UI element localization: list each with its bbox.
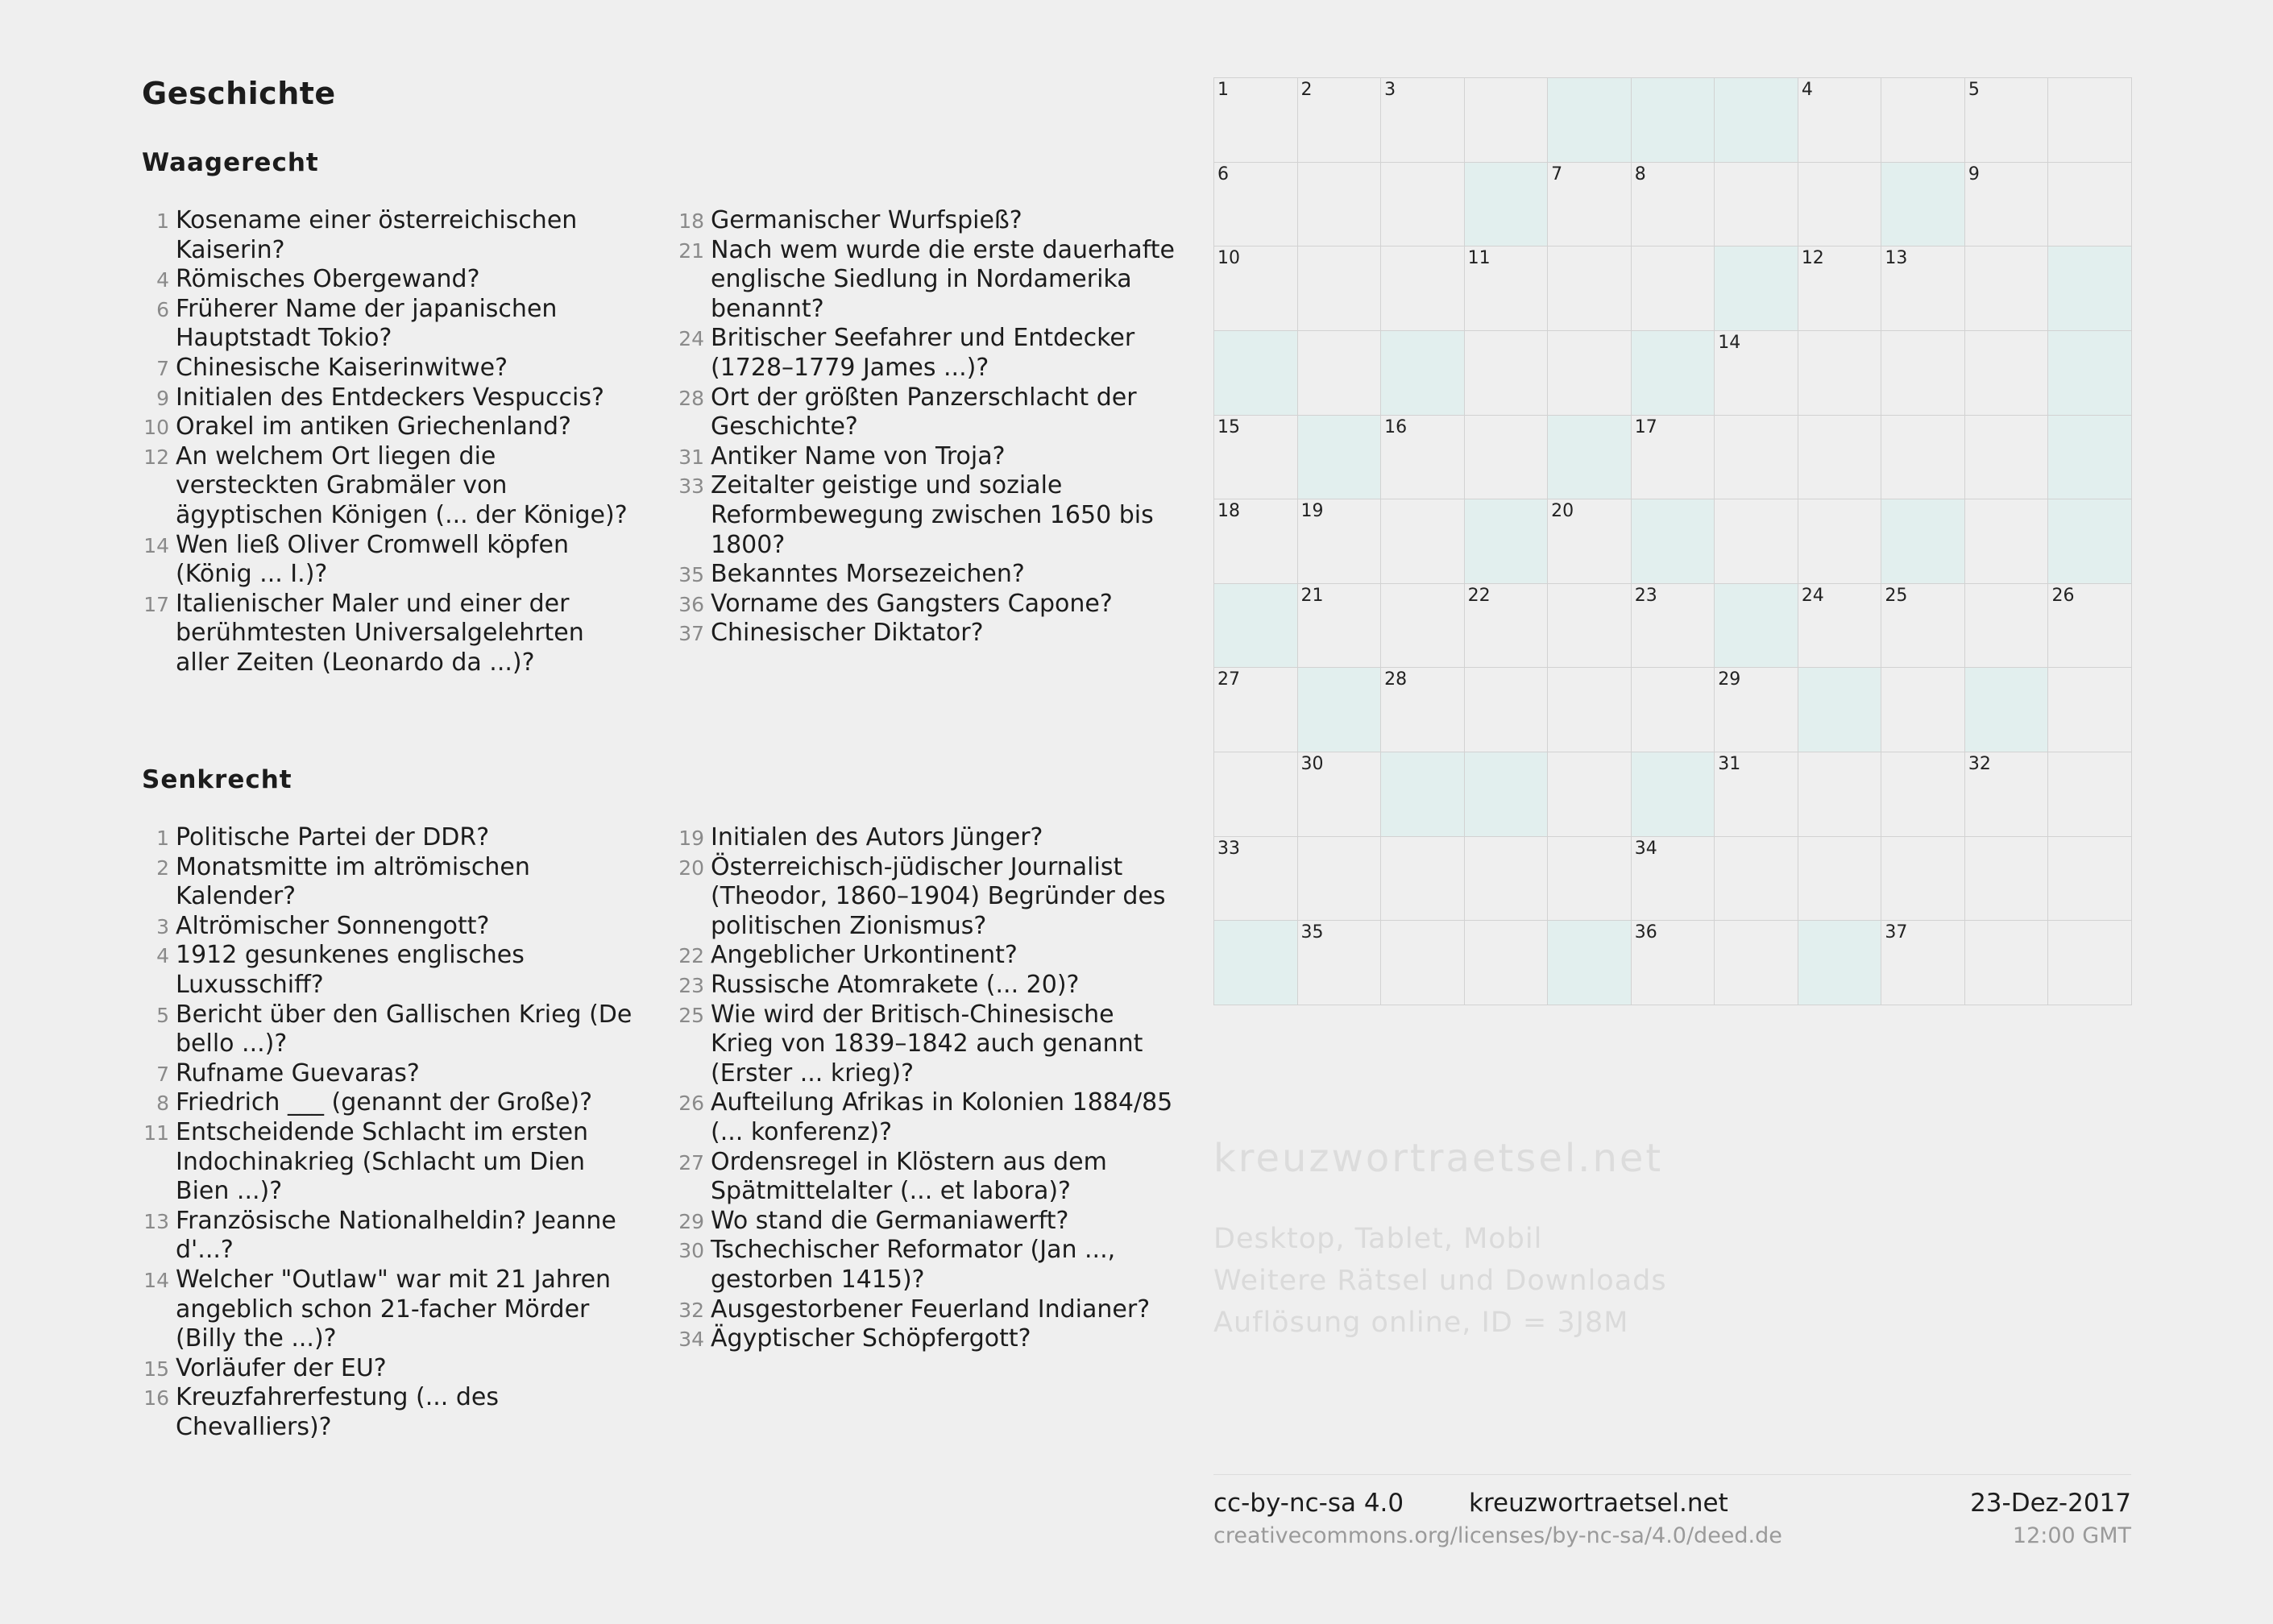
cell-number: 4 xyxy=(1801,80,1813,100)
clue-number: 31 xyxy=(678,445,704,469)
date-label: 23-Dez-2017 xyxy=(1970,1489,2131,1518)
clue-item xyxy=(677,853,1176,942)
grid-cell[interactable] xyxy=(1465,246,1549,331)
grid-cell[interactable] xyxy=(1965,416,2049,500)
cell-number: 29 xyxy=(1718,669,1741,690)
grid-cell[interactable] xyxy=(1965,163,2049,247)
cell-number: 15 xyxy=(1217,416,1240,437)
clue-text: Kosename einer österreichischen Kaiserin? xyxy=(176,206,578,264)
clue-item xyxy=(677,1088,1176,1147)
grid-cell[interactable] xyxy=(1214,499,1298,584)
grid-cell[interactable] xyxy=(1298,499,1382,584)
clue-item xyxy=(677,1324,1176,1354)
across-heading: Waagerecht xyxy=(142,148,319,177)
clue-number: 9 xyxy=(156,386,169,410)
clue-item xyxy=(677,560,1176,590)
grid-cell[interactable] xyxy=(1465,837,1549,922)
cell-number: 11 xyxy=(1467,248,1491,269)
clue-item xyxy=(142,531,641,590)
clue-text: Politische Partei der DDR? xyxy=(176,823,490,851)
grid-cell[interactable] xyxy=(2048,837,2132,922)
grid-cell[interactable] xyxy=(1381,668,1465,752)
clue-item xyxy=(142,1088,641,1118)
clue-text: Friedrich ___ (genannt der Große)? xyxy=(176,1088,593,1117)
grid-cell[interactable] xyxy=(1381,163,1465,247)
clue-number: 36 xyxy=(678,592,704,616)
clue-text: Nach wem wurde die erste dauerhafte englische Siedlung in Nordamerika benannt? xyxy=(711,235,1175,323)
clue-item xyxy=(677,590,1176,619)
grid-cell[interactable] xyxy=(1965,921,2049,1005)
cell-number: 6 xyxy=(1217,164,1229,184)
grid-cell[interactable] xyxy=(1465,78,1549,163)
clue-item xyxy=(677,442,1176,472)
grid-cell[interactable] xyxy=(1965,499,2049,584)
clue-number: 4 xyxy=(156,268,169,292)
clue-text: Zeitalter geistige und soziale Reformbewegung zwischen 1650 bis 1800? xyxy=(711,471,1154,559)
grid-cell[interactable] xyxy=(1214,416,1298,500)
grid-cell[interactable] xyxy=(1881,837,1965,922)
time-label: 12:00 GMT xyxy=(2012,1523,2131,1548)
grid-cell[interactable] xyxy=(1548,837,1632,922)
clue-item xyxy=(142,941,641,1000)
grid-block-cell xyxy=(1632,78,1715,163)
clue-number: 21 xyxy=(678,238,704,263)
grid-block-cell xyxy=(1465,499,1549,584)
grid-cell[interactable] xyxy=(1298,163,1382,247)
clue-number: 13 xyxy=(143,1209,169,1233)
clue-item xyxy=(677,823,1176,853)
grid-cell[interactable] xyxy=(1881,246,1965,331)
grid-cell[interactable] xyxy=(1715,499,1798,584)
grid-block-cell xyxy=(1798,921,1882,1005)
grid-cell[interactable] xyxy=(1214,752,1298,837)
grid-block-cell xyxy=(1465,752,1549,837)
grid-cell[interactable] xyxy=(1881,752,1965,837)
cell-number: 21 xyxy=(1300,585,1324,606)
clue-item xyxy=(677,1148,1176,1207)
clue-text: Wo stand die Germaniawerft? xyxy=(711,1206,1069,1235)
clue-item xyxy=(142,295,641,354)
grid-block-cell xyxy=(1881,163,1965,247)
grid-block-cell xyxy=(1798,668,1882,752)
grid-cell[interactable] xyxy=(1715,331,1798,416)
grid-cell[interactable] xyxy=(2048,584,2132,669)
clue-text: Angeblicher Urkontinent? xyxy=(711,941,1018,970)
grid-cell[interactable] xyxy=(1381,78,1465,163)
cell-number: 25 xyxy=(1885,585,1908,606)
grid-cell[interactable] xyxy=(1214,163,1298,247)
cell-number: 8 xyxy=(1634,164,1646,184)
grid-cell[interactable] xyxy=(2048,668,2132,752)
clue-number: 19 xyxy=(678,826,704,850)
clue-item xyxy=(142,206,641,265)
clue-number: 8 xyxy=(156,1092,169,1116)
clue-number: 11 xyxy=(143,1121,169,1145)
grid-cell[interactable] xyxy=(1798,837,1882,922)
grid-block-cell xyxy=(1881,499,1965,584)
grid-cell[interactable] xyxy=(2048,163,2132,247)
grid-block-cell xyxy=(1632,331,1715,416)
grid-cell[interactable] xyxy=(1548,499,1632,584)
clue-item xyxy=(142,1118,641,1207)
grid-block-cell xyxy=(1632,752,1715,837)
grid-block-cell xyxy=(1298,668,1382,752)
clue-number: 1 xyxy=(156,826,169,850)
grid-cell[interactable] xyxy=(1298,584,1382,669)
license-label: cc-by-nc-sa 4.0 xyxy=(1213,1489,1404,1518)
clue-item xyxy=(677,236,1176,325)
grid-cell[interactable] xyxy=(1381,921,1465,1005)
grid-block-cell xyxy=(1965,668,2049,752)
cell-number: 37 xyxy=(1885,922,1908,943)
clue-text: Russische Atomrakete (... 20)? xyxy=(711,970,1080,999)
clue-text: Germanischer Wurfspieß? xyxy=(711,206,1022,234)
crossword-grid xyxy=(1213,77,2132,1005)
clue-item xyxy=(142,265,641,295)
clue-number: 1 xyxy=(156,209,169,233)
clue-item xyxy=(677,971,1176,1000)
grid-cell[interactable] xyxy=(1298,837,1382,922)
grid-cell[interactable] xyxy=(1465,584,1549,669)
clue-number: 27 xyxy=(678,1150,704,1174)
clue-text: Tschechischer Reformator (Jan ..., gestorben 1415)? xyxy=(711,1236,1116,1294)
clue-text: Bericht über den Gallischen Krieg (De bello ...)? xyxy=(176,1000,633,1058)
clue-item xyxy=(677,1236,1176,1295)
clue-number: 29 xyxy=(678,1209,704,1233)
clue-text: Ort der größten Panzerschlacht der Geschichte? xyxy=(711,383,1137,441)
grid-cell[interactable] xyxy=(1798,752,1882,837)
grid-block-cell xyxy=(1715,78,1798,163)
grid-cell[interactable] xyxy=(2048,78,2132,163)
grid-cell[interactable] xyxy=(1465,921,1549,1005)
cell-number: 7 xyxy=(1551,164,1563,184)
clue-item xyxy=(142,442,641,531)
clue-number: 37 xyxy=(678,622,704,646)
clue-text: Chinesischer Diktator? xyxy=(711,619,984,648)
clue-number: 20 xyxy=(678,856,704,880)
cell-number: 17 xyxy=(1634,416,1657,437)
grid-cell[interactable] xyxy=(1715,921,1798,1005)
grid-cell[interactable] xyxy=(1965,246,2049,331)
clue-item xyxy=(142,383,641,413)
clue-text: Vorläufer der EU? xyxy=(176,1353,387,1382)
cell-number: 18 xyxy=(1217,501,1240,522)
grid-cell[interactable] xyxy=(1298,78,1382,163)
clue-item xyxy=(677,1207,1176,1237)
grid-block-cell xyxy=(1298,416,1382,500)
clue-item xyxy=(677,471,1176,560)
grid-block-cell xyxy=(2048,246,2132,331)
clue-number: 28 xyxy=(678,386,704,410)
grid-cell[interactable] xyxy=(1798,331,1882,416)
cell-number: 34 xyxy=(1634,838,1657,859)
grid-block-cell xyxy=(1715,584,1798,669)
clue-item xyxy=(142,912,641,942)
grid-block-cell xyxy=(1465,163,1549,247)
clue-text: Chinesische Kaiserinwitwe? xyxy=(176,353,508,382)
grid-cell[interactable] xyxy=(1548,331,1632,416)
grid-cell[interactable] xyxy=(1881,331,1965,416)
cell-number: 10 xyxy=(1217,248,1240,269)
grid-cell[interactable] xyxy=(1632,921,1715,1005)
clue-number: 34 xyxy=(678,1328,704,1352)
clue-number: 12 xyxy=(143,445,169,469)
grid-block-cell xyxy=(1214,921,1298,1005)
grid-cell[interactable] xyxy=(1214,668,1298,752)
grid-cell[interactable] xyxy=(2048,921,2132,1005)
clue-item xyxy=(677,1000,1176,1089)
grid-block-cell xyxy=(1548,921,1632,1005)
clue-item xyxy=(142,1354,641,1384)
clue-text: Wen ließ Oliver Cromwell köpfen (König ... I.)? xyxy=(176,530,569,589)
clue-text: Antiker Name von Troja? xyxy=(711,441,1006,470)
promo-line: Weitere Rätsel und Downloads xyxy=(1213,1265,1667,1297)
cell-number: 35 xyxy=(1300,922,1324,943)
grid-cell[interactable] xyxy=(1881,921,1965,1005)
grid-cell[interactable] xyxy=(1214,246,1298,331)
grid-block-cell xyxy=(1381,752,1465,837)
grid-cell[interactable] xyxy=(1881,584,1965,669)
clue-number: 5 xyxy=(156,1003,169,1027)
grid-cell[interactable] xyxy=(1881,416,1965,500)
clue-number: 26 xyxy=(678,1092,704,1116)
grid-cell[interactable] xyxy=(1465,416,1549,500)
grid-cell[interactable] xyxy=(1965,331,2049,416)
clue-number: 14 xyxy=(143,1268,169,1292)
across-clues-col2 xyxy=(677,206,1176,648)
grid-cell[interactable] xyxy=(1381,499,1465,584)
clue-text: Ausgestorbener Feuerland Indianer? xyxy=(711,1295,1151,1324)
grid-cell[interactable] xyxy=(1214,78,1298,163)
grid-cell[interactable] xyxy=(1465,331,1549,416)
cell-number: 33 xyxy=(1217,838,1240,859)
clue-text: Initialen des Entdeckers Vespuccis? xyxy=(176,383,604,412)
clue-item xyxy=(677,383,1176,442)
clue-number: 15 xyxy=(143,1357,169,1381)
cell-number: 24 xyxy=(1801,585,1824,606)
clue-item xyxy=(677,206,1176,236)
grid-cell[interactable] xyxy=(1798,78,1882,163)
grid-cell[interactable] xyxy=(1715,163,1798,247)
cell-number: 13 xyxy=(1885,248,1908,269)
clue-text: Initialen des Autors Jünger? xyxy=(711,823,1043,851)
cell-number: 19 xyxy=(1300,501,1324,522)
clue-item xyxy=(142,1266,641,1354)
cell-number: 23 xyxy=(1634,585,1657,606)
grid-cell[interactable] xyxy=(1632,837,1715,922)
cell-number: 36 xyxy=(1634,922,1657,943)
grid-cell[interactable] xyxy=(1798,416,1882,500)
clue-number: 24 xyxy=(678,327,704,351)
brand-watermark: kreuzwortraetsel.net xyxy=(1213,1136,1664,1181)
clue-number: 7 xyxy=(156,356,169,380)
clue-number: 30 xyxy=(678,1239,704,1263)
cell-number: 14 xyxy=(1718,332,1741,353)
clue-number: 33 xyxy=(678,474,704,499)
cell-number: 3 xyxy=(1384,80,1396,100)
clue-text: Wie wird der Britisch-Chinesische Krieg von 1839–1842 auch genannt (Erster ... krieg)? xyxy=(711,1000,1143,1088)
clue-number: 23 xyxy=(678,973,704,997)
grid-cell[interactable] xyxy=(1715,416,1798,500)
clue-number: 2 xyxy=(156,856,169,880)
clue-text: Früherer Name der japanischen Hauptstadt Tokio? xyxy=(176,294,558,353)
clue-number: 14 xyxy=(143,533,169,557)
grid-cell[interactable] xyxy=(1381,584,1465,669)
site-label: kreuzwortraetsel.net xyxy=(1469,1489,1728,1518)
footer-divider xyxy=(1213,1474,2131,1475)
clue-text: Rufname Guevaras? xyxy=(176,1058,420,1088)
cell-number: 32 xyxy=(1968,754,1991,775)
grid-block-cell xyxy=(1632,499,1715,584)
clue-text: Monatsmitte im altrömischen Kalender? xyxy=(176,852,530,911)
clue-text: Italienischer Maler und einer der berühmtesten Universalgelehrten aller Zeiten (Leonardo da ...)? xyxy=(176,589,584,677)
clue-text: Bekanntes Morsezeichen? xyxy=(711,560,1025,589)
grid-cell[interactable] xyxy=(1548,163,1632,247)
cell-number: 2 xyxy=(1300,80,1313,100)
clue-number: 35 xyxy=(678,563,704,587)
promo-line: Auflösung online, ID = 3J8M xyxy=(1213,1307,1629,1339)
grid-cell[interactable] xyxy=(1298,331,1382,416)
grid-block-cell xyxy=(2048,331,2132,416)
clue-number: 18 xyxy=(678,209,704,233)
grid-cell[interactable] xyxy=(1632,246,1715,331)
grid-cell[interactable] xyxy=(1298,246,1382,331)
clue-item xyxy=(142,412,641,442)
clue-number: 6 xyxy=(156,297,169,321)
clue-number: 16 xyxy=(143,1386,169,1411)
cell-number: 5 xyxy=(1968,80,1980,100)
grid-cell[interactable] xyxy=(1965,78,2049,163)
clue-text: An welchem Ort liegen die versteckten Grabmäler von ägyptischen Königen (... der Könige)? xyxy=(176,441,628,529)
grid-cell[interactable] xyxy=(1214,837,1298,922)
clue-text: Österreichisch-jüdischer Journalist (Theodor, 1860–1904) Begründer des politischen Zionismus? xyxy=(711,852,1166,940)
cell-number: 28 xyxy=(1384,669,1408,690)
grid-block-cell xyxy=(1381,331,1465,416)
clue-item xyxy=(142,1059,641,1089)
cell-number: 12 xyxy=(1801,248,1824,269)
grid-cell[interactable] xyxy=(1881,78,1965,163)
grid-cell[interactable] xyxy=(1798,584,1882,669)
cell-number: 16 xyxy=(1384,416,1408,437)
clue-item xyxy=(677,324,1176,383)
across-clues-col1 xyxy=(142,206,641,678)
clue-text: Welcher "Outlaw" war mit 21 Jahren angeblich schon 21-facher Mörder (Billy the ...)? xyxy=(176,1265,612,1353)
down-clues-col2 xyxy=(677,823,1176,1354)
clue-item xyxy=(142,853,641,912)
grid-block-cell xyxy=(1715,246,1798,331)
cell-number: 26 xyxy=(2051,585,2075,606)
clue-number: 7 xyxy=(156,1062,169,1086)
clue-item xyxy=(677,619,1176,648)
clue-text: 1912 gesunkenes englisches Luxusschiff? xyxy=(176,941,525,999)
grid-cell[interactable] xyxy=(1715,752,1798,837)
clue-text: Britischer Seefahrer und Entdecker (1728–1779 James ...)? xyxy=(711,324,1135,382)
down-heading: Senkrecht xyxy=(142,765,292,794)
grid-cell[interactable] xyxy=(1381,416,1465,500)
promo-line: Desktop, Tablet, Mobil xyxy=(1213,1223,1543,1255)
clue-text: Entscheidende Schlacht im ersten Indochinakrieg (Schlacht um Dien Bien ...)? xyxy=(176,1117,589,1206)
grid-cell[interactable] xyxy=(1965,752,2049,837)
grid-cell[interactable] xyxy=(1965,584,2049,669)
clue-item xyxy=(677,941,1176,971)
grid-cell[interactable] xyxy=(1632,668,1715,752)
clue-item xyxy=(142,354,641,383)
cell-number: 27 xyxy=(1217,669,1240,690)
clue-item xyxy=(142,590,641,678)
clue-text: Ägyptischer Schöpfergott? xyxy=(711,1324,1031,1353)
clue-item xyxy=(142,1383,641,1442)
cell-number: 22 xyxy=(1467,585,1491,606)
clue-item xyxy=(142,1000,641,1059)
grid-cell[interactable] xyxy=(1465,668,1549,752)
clue-number: 32 xyxy=(678,1298,704,1322)
cell-number: 30 xyxy=(1300,754,1324,775)
cell-number: 20 xyxy=(1551,501,1574,522)
clue-number: 3 xyxy=(156,914,169,938)
clue-text: Französische Nationalheldin? Jeanne d'...? xyxy=(176,1206,616,1265)
clue-text: Kreuzfahrerfestung (... des Chevalliers)? xyxy=(176,1383,499,1441)
page-title: Geschichte xyxy=(142,76,336,111)
clue-item xyxy=(677,1295,1176,1325)
grid-block-cell xyxy=(2048,416,2132,500)
grid-cell[interactable] xyxy=(1632,163,1715,247)
grid-cell[interactable] xyxy=(1381,837,1465,922)
clue-number: 4 xyxy=(156,944,169,968)
grid-cell[interactable] xyxy=(1798,499,1882,584)
down-clues-col1 xyxy=(142,823,641,1442)
grid-cell[interactable] xyxy=(1632,416,1715,500)
clue-text: Vorname des Gangsters Capone? xyxy=(711,589,1113,618)
grid-cell[interactable] xyxy=(2048,752,2132,837)
grid-block-cell xyxy=(1214,331,1298,416)
grid-cell[interactable] xyxy=(1548,668,1632,752)
clue-text: Aufteilung Afrikas in Kolonien 1884/85 (... konferenz)? xyxy=(711,1088,1173,1146)
cell-number: 1 xyxy=(1217,80,1229,100)
grid-cell[interactable] xyxy=(1632,584,1715,669)
grid-block-cell xyxy=(1214,584,1298,669)
clue-item xyxy=(142,823,641,853)
grid-cell[interactable] xyxy=(1881,668,1965,752)
grid-block-cell xyxy=(1548,416,1632,500)
grid-cell[interactable] xyxy=(1298,752,1382,837)
grid-cell[interactable] xyxy=(1298,921,1382,1005)
grid-block-cell xyxy=(1548,78,1632,163)
grid-cell[interactable] xyxy=(1548,752,1632,837)
grid-cell[interactable] xyxy=(1715,668,1798,752)
grid-cell[interactable] xyxy=(1798,246,1882,331)
grid-cell[interactable] xyxy=(1548,246,1632,331)
clue-item xyxy=(142,1207,641,1266)
clue-text: Ordensregel in Klöstern aus dem Spätmittelalter (... et labora)? xyxy=(711,1147,1107,1206)
grid-cell[interactable] xyxy=(1798,163,1882,247)
clue-number: 22 xyxy=(678,944,704,968)
cell-number: 31 xyxy=(1718,754,1741,775)
clue-text: Orakel im antiken Griechenland? xyxy=(176,412,571,441)
clue-text: Altrömischer Sonnengott? xyxy=(176,911,490,940)
grid-cell[interactable] xyxy=(1548,584,1632,669)
clue-number: 10 xyxy=(143,416,169,440)
cell-number: 9 xyxy=(1968,164,1980,184)
clue-text: Römisches Obergewand? xyxy=(176,265,480,294)
clue-number: 17 xyxy=(143,592,169,616)
grid-cell[interactable] xyxy=(1965,837,2049,922)
clue-number: 25 xyxy=(678,1003,704,1027)
grid-cell[interactable] xyxy=(1381,246,1465,331)
license-url: creativecommons.org/licenses/by-nc-sa/4.0/deed.de xyxy=(1213,1523,1782,1548)
grid-cell[interactable] xyxy=(1715,837,1798,922)
grid-block-cell xyxy=(2048,499,2132,584)
